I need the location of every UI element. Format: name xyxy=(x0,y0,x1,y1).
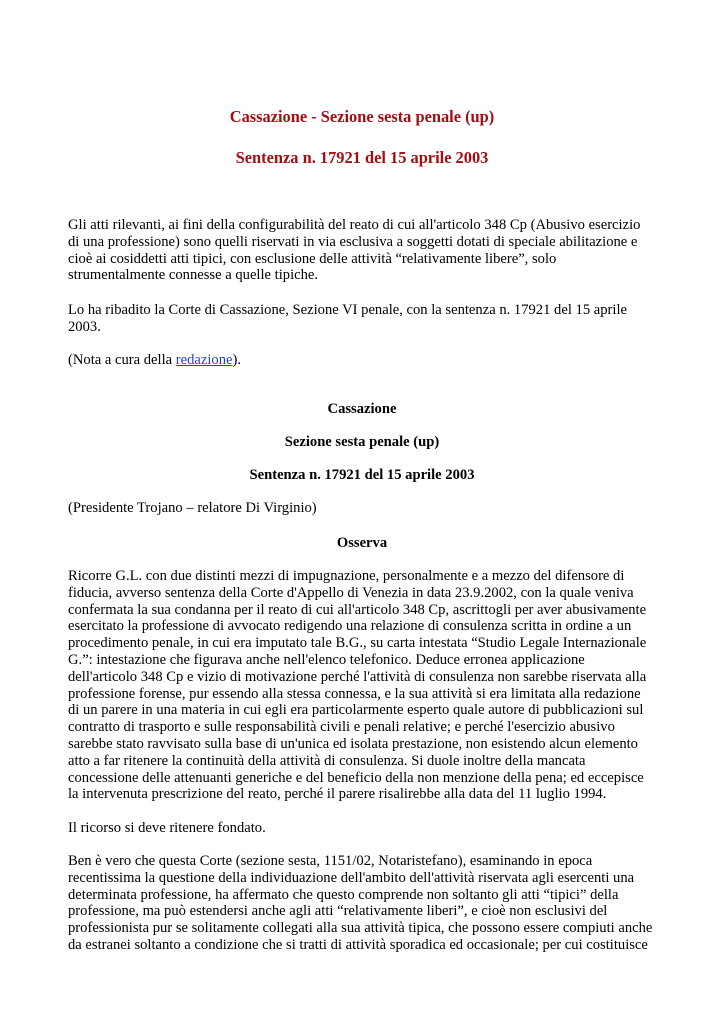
text-line: 2003. xyxy=(68,318,101,335)
text-line: sarebbe stato ravvisato sulla base di un'unica ed isolata prestazione, non esistendo alcun elemento xyxy=(68,735,638,752)
text-line: fiducia, avverso sentenza della Corte d'Appello di Venezia in data 23.9.2002, con la quale veniva xyxy=(68,584,634,601)
text-line: di un parere in una materia in cui egli era particolarmente esperto quale autore di pubblicazioni sul xyxy=(68,702,644,719)
court-heading: Cassazione xyxy=(327,401,397,417)
body-paragraph-3 xyxy=(68,853,656,954)
note-prefix: (Nota a cura della xyxy=(68,352,176,368)
redazione-link[interactable]: redazione xyxy=(175,352,233,368)
text-line: strumentalmente connesse a quelle tipiche. xyxy=(68,267,319,284)
editorial-note xyxy=(68,352,656,369)
document-title: Cassazione - Sezione sesta penale (up) xyxy=(229,107,495,126)
text-line: contratto di trasporto e sulle responsabilità civili e penali relative; e perché l'esercizio abusivo xyxy=(68,719,615,736)
body-paragraph-1 xyxy=(68,568,656,803)
note-suffix: ). xyxy=(232,352,242,368)
text-line: procedimento penale, in cui era imputato tale B.G., su carta intestata “Studio Legale Internazionale xyxy=(68,635,647,652)
sentence-heading: Sentenza n. 17921 del 15 aprile 2003 xyxy=(249,467,475,483)
text-line: determinata professione, ha affermato che questo comprende non soltanto gli atti “tipici” della xyxy=(68,886,619,903)
text-line: di una professione) sono quelli riservati in via esclusiva a soggetti dotati di speciale abilitazione e xyxy=(68,233,638,250)
text-line: Ricorre G.L. con due distinti mezzi di impugnazione, personalmente e a mezzo del difensore di xyxy=(68,568,625,584)
text-line: atto a far ritenere la continuità della attività di consulenza. Si duole inoltre della mancata xyxy=(68,752,586,769)
text-line: esercitato la professione di avvocato redigendo una relazione di consulenza scritta in ordine a un xyxy=(68,618,632,635)
text-line: professione forense, pur essendo alla stessa connessa, e la sua attività si era limitata alla redazione xyxy=(68,685,641,702)
text-line: concessione delle attenuanti generiche e del beneficio della non menzione della pena; ed eccepisce xyxy=(68,769,644,786)
text-line: confermata la sua condanna per il reato di cui all'articolo 348 Cp, ascrittogli per aver abusivamente xyxy=(68,601,647,618)
text-line: recentissima la questione della individuazione dell'ambito dell'attività riservata agli esercenti una xyxy=(68,869,635,886)
text-line: Gli atti rilevanti, ai fini della configurabilità del reato di cui all'articolo 348 Cp (Abusivo esercizio xyxy=(68,217,641,233)
text-line: da estranei soltanto a condizione che si tratti di attività sporadica ed occasionale; per cui costituisce xyxy=(68,936,648,953)
text-line: Ben è vero che questa Corte (sezione sesta, 1151/02, Notaristefano), esaminando in epoca xyxy=(68,853,593,869)
text-line: professionista pur se solitamente collegati alla sua attività tipica, che possono essere compiuti anche xyxy=(68,920,653,937)
intro-paragraph-1 xyxy=(68,217,656,284)
text-line: G.”: intestazione che figurava anche nell'elenco telefonico. Deduce erronea applicazione xyxy=(68,651,585,668)
text-line: Lo ha ribadito la Corte di Cassazione, Sezione VI penale, con la sentenza n. 17921 del 15 aprile xyxy=(68,302,627,318)
document-subtitle: Sentenza n. 17921 del 15 aprile 2003 xyxy=(235,148,489,167)
text-line: professione, ma può estendersi anche agli atti “relativamente liberi”, e cioè non esclusivi del xyxy=(68,903,608,920)
observe-heading: Osserva xyxy=(336,535,388,551)
section-heading: Sezione sesta penale (up) xyxy=(284,434,440,450)
intro-paragraph-2 xyxy=(68,302,656,336)
text-line: cioè ai cosiddetti atti tipici, con esclusione delle attività “relativamente libere”, solo xyxy=(68,250,557,267)
body-paragraph-2: Il ricorso si deve ritenere fondato. xyxy=(68,820,266,836)
text-line: la intervenuta prescrizione del reato, perché il parere risalirebbe alla data del 11 luglio 1994. xyxy=(68,786,607,803)
text-line: dell'articolo 348 Cp e vizio di motivazione perché l'attività di consulenza non sarebbe riservata alla xyxy=(68,668,647,685)
judges-line: (Presidente Trojano – relatore Di Virginio) xyxy=(68,500,317,516)
